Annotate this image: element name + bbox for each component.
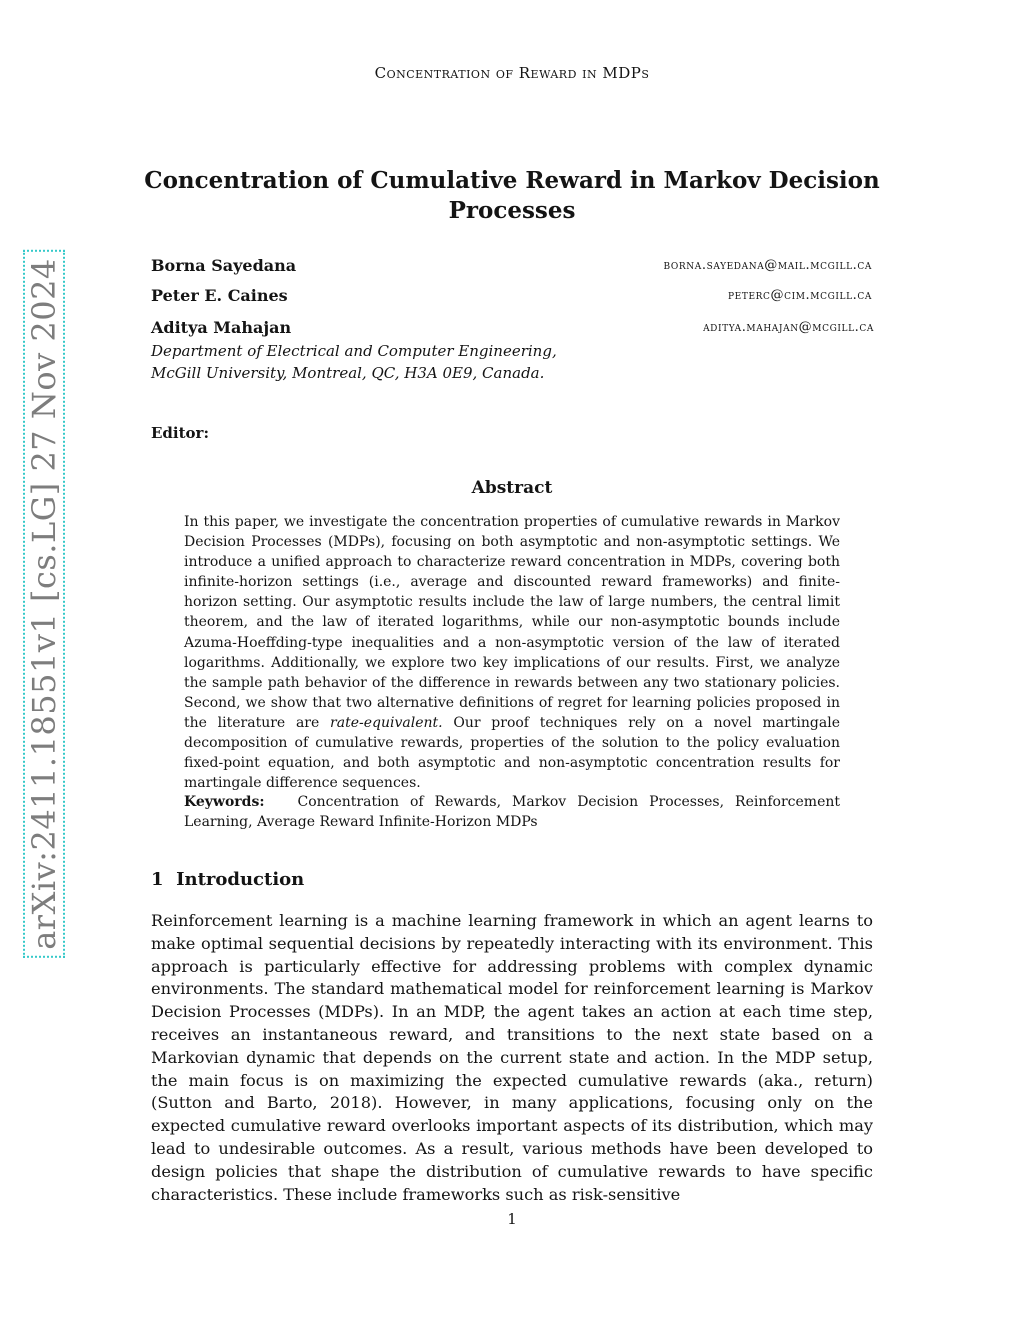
author-email[interactable]: aditya.mahajan@mcgill.ca	[703, 320, 874, 335]
affiliation-line: McGill University, Montreal, QC, H3A 0E9, Canada.	[151, 364, 545, 382]
abstract-heading: Abstract	[471, 478, 553, 498]
author-email[interactable]: peterc@cim.mcgill.ca	[728, 288, 872, 303]
abstract-text: Our proof techniques rely on a novel martingale decomposition of cumulative rewards, properties of the solution to the policy evaluation fixed-point equation, and both asymptotic and non-asymptotic concentration results for martingale difference sequences.	[184, 714, 840, 792]
author-name: Peter E. Caines	[151, 286, 288, 305]
affiliation-line: Department of Electrical and Computer Engineering,	[151, 342, 557, 360]
abstract-text: In this paper, we investigate the concentration properties of cumulative rewards in Markov Decision Processes (MDPs), focusing on both asymptotic and non-asymptotic settings. We introduce a unified approach to characterize reward concentration in MDPs, covering both infinite-horizon settings (i.e., average and discounted reward frameworks) and finite-horizon setting. Our asymptotic results include the law of large numbers, the central limit theorem, and the law of iterated logarithms, while our non-asymptotic bounds include Azuma-Hoeffding-type inequalities and a non-asymptotic version of the law of iterated logarithms. Additionally, we explore two key implications of our results. First, we analyze the sample path behavior of the difference in rewards between any two stationary policies. Second, we show that two alternative definitions of regret for learning policies proposed in the literature are	[184, 514, 840, 731]
section-heading	[151, 869, 304, 890]
section-number: 1	[151, 869, 164, 890]
arxiv-stamp[interactable]: arXiv:2411.18551v1 [cs.LG] 27 Nov 2024	[23, 250, 65, 958]
author-name: Aditya Mahajan	[151, 318, 292, 337]
section-title: Introduction	[176, 869, 305, 890]
keywords-text: Concentration of Rewards, Markov Decision Processes, Reinforcement Learning, Average Reward Infinite-Horizon MDPs	[184, 794, 841, 830]
paper-title: Concentration of Cumulative Reward in Markov Decision Processes	[144, 167, 880, 224]
running-head: Concentration of Reward in MDPs	[374, 64, 650, 82]
keywords-label: Keywords:	[184, 794, 265, 810]
intro-paragraph: Reinforcement learning is a machine learning framework in which an agent learns to make optimal sequential decisions by repeatedly interacting with its environment. This approach is particularly effective for addressing problems with complex dynamic environments. The standard mathematical model for reinforcement learning is Markov Decision Processes (MDPs). In an MDP, the agent takes an action at each time step, receives an instantaneous reward, and transitions to the next state based on a Markovian dynamic that depends on the current state and action. In the MDP setup, the main focus is on maximizing the expected cumulative rewards (aka., return) (Sutton and Barto, 2018). However, in many applications, focusing only on the expected cumulative reward overlooks important aspects of its distribution, which may lead to undesirable outcomes. As a result, various methods have been developed to design policies that shape the distribution of cumulative rewards to have specific characteristics. These include frameworks such as risk-sensitive	[151, 911, 873, 1204]
keywords	[184, 792, 840, 832]
affiliation	[151, 340, 557, 384]
page-number: 1	[507, 1210, 517, 1228]
editor-label: Editor:	[151, 424, 209, 442]
abstract-body	[184, 512, 840, 793]
author-name: Borna Sayedana	[151, 256, 297, 275]
abstract-emphasis: rate-equivalent.	[330, 714, 443, 731]
author-email[interactable]: borna.sayedana@mail.mcgill.ca	[663, 258, 872, 273]
